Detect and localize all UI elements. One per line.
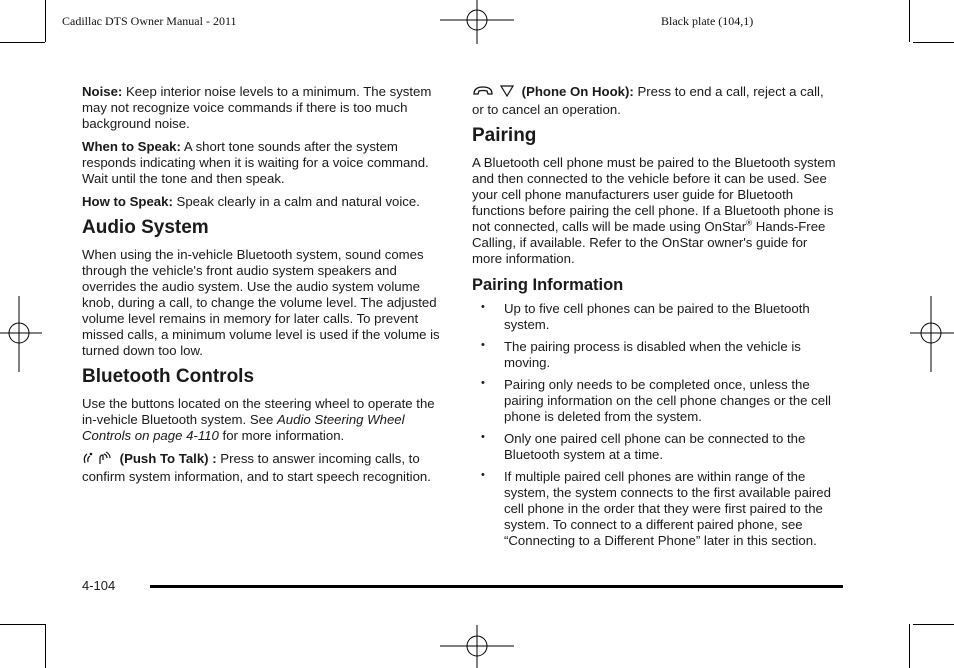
bullet-icon: • [481,431,485,443]
noise-text: Keep interior noise levels to a minimum. The system may not recognize voice commands if there is too much background noise. [82,84,432,131]
audio-system-heading: Audio System [82,217,209,238]
list-item-text: Only one paired cell phone can be connected to the Bluetooth system at a time. [504,431,806,462]
when-to-speak-paragraph [82,139,442,187]
noise-term: Noise: [82,84,123,99]
pairing-heading: Pairing [472,125,537,146]
push-to-talk-paragraph [82,451,442,485]
bluetooth-controls-heading: Bluetooth Controls [82,366,255,387]
list-item [472,431,838,463]
header-title: Cadillac DTS Owner Manual - 2011 [62,14,237,28]
when-to-speak-term: When to Speak: [82,139,181,154]
phone-on-hook-text: Press to end a call, reject a call, or to cancel an operation. [472,84,824,117]
bluetooth-controls-text [82,396,442,444]
pairing-information-list [472,301,838,549]
registration-mark-top [440,0,514,44]
registration-mark-left [0,296,42,372]
steering-wheel-controls-reference: Audio Steering Wheel Controls on page 4-110 [82,412,405,443]
bullet-icon: • [481,339,485,351]
pairing-text-part2: Hands-Free Calling, if available. Refer to the OnStar owner's guide for more information. [472,219,826,266]
how-to-speak-text: Speak clearly in a calm and natural voice. [176,194,420,209]
list-item [472,339,838,371]
right-column [472,84,838,555]
list-item-text: The pairing process is disabled when the vehicle is moving. [504,339,801,370]
list-item [472,377,838,425]
list-item [472,301,838,333]
bullet-icon: • [481,469,485,481]
how-to-speak-term: How to Speak: [82,194,173,209]
list-item-text: Pairing only needs to be completed once, unless the pairing information on the cell phone changes or the cell phone is deleted from the system. [504,377,831,424]
when-to-speak-text: A short tone sounds after the system responds indicating when it is waiting for a voice command. Wait until the tone and then speak. [82,139,429,186]
registration-mark-bottom [440,625,514,668]
page-number: 4-104 [82,578,116,593]
list-item [472,469,838,549]
noise-paragraph [82,84,442,132]
push-to-talk-term: (Push To Talk) : [119,451,217,466]
registered-mark: ® [746,218,753,228]
pairing-text-part1: A Bluetooth cell phone must be paired to the Bluetooth system and then connected to the vehicle before it can be used. See your cell phone manufacturers user guide for Bluetooth functions before pairing the cell phone. If a Bluetooth phone is not connected, calls will be made using OnStar [472,155,836,234]
phone-on-hook-icon [472,84,514,102]
list-item-text: If multiple paired cell phones are within range of the system, the system connects to the first available paired cell phone in the order that they were first paired to the system. To connect to a different paired phone, see “Connecting to a Different Phone” later in this section. [504,469,831,548]
audio-system-text: When using the in-vehicle Bluetooth system, sound comes through the vehicle's front audio system speakers and overrides the audio system. Use the audio system volume knob, during a call, to change the volume level. The adjusted volume level remains in memory for later calls. To prevent missed calls, a minimum volume level is used if the volume is turned down too low. [82,247,440,358]
pairing-text [472,155,838,267]
bluetooth-controls-pre: Use the buttons located on the steering wheel to operate the in-vehicle Bluetooth system. See [82,396,435,427]
list-item-text: Up to five cell phones can be paired to the Bluetooth system. [504,301,810,332]
how-to-speak-paragraph [82,194,442,210]
push-to-talk-icon [82,451,112,469]
bullet-icon: • [481,301,485,313]
phone-on-hook-term: (Phone On Hook): [521,84,634,99]
bluetooth-controls-post: for more information. [222,428,345,443]
header-plate: Black plate (104,1) [661,14,754,28]
pairing-information-heading: Pairing Information [472,276,624,294]
push-to-talk-text: Press to answer incoming calls, to confirm system information, and to start speech recognition. [82,451,431,484]
phone-on-hook-paragraph [472,84,838,118]
registration-mark-right [910,296,954,372]
left-column [82,84,442,492]
footer-rule [150,585,843,588]
bullet-icon: • [481,377,485,389]
